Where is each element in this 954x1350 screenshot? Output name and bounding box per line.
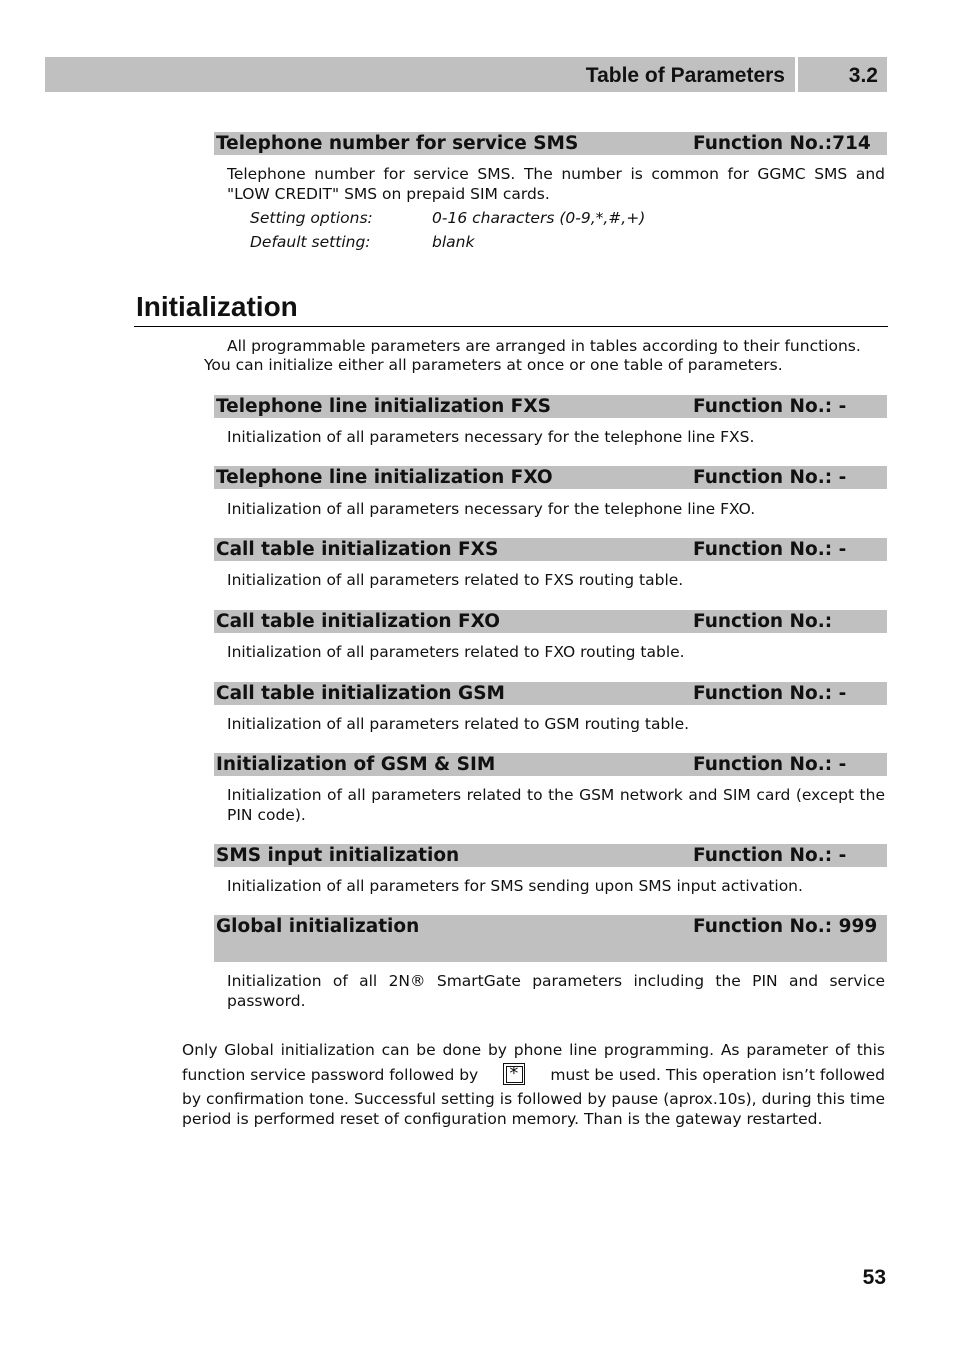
function-bar-call-gsm (214, 682, 887, 705)
function-name: SMS input initialization (216, 845, 460, 866)
header-title: Table of Parameters (585, 64, 785, 87)
function-name: Call table initialization FXO (216, 611, 501, 632)
function-description: Initialization of all parameters related to GSM routing table. (227, 715, 690, 733)
intro-line-1: All programmable parameters are arranged in tables according to their functions. (227, 337, 861, 355)
function-bar-line-fxo (214, 466, 887, 489)
function-name: Call table initialization GSM (216, 683, 505, 704)
function-number: Function No.: 999 (693, 916, 878, 937)
function-bar-gsm-sim (214, 753, 887, 776)
page-number: 53 (862, 1266, 886, 1289)
function-name: Global initialization (216, 916, 420, 937)
star-key-icon (503, 1063, 525, 1085)
function-description: Initialization of all 2N® SmartGate parameters including the PIN and service password. (227, 972, 885, 1010)
function-bar-call-fxs (214, 538, 887, 561)
key-symbol: * (509, 1063, 519, 1084)
default-setting-value: blank (432, 233, 475, 251)
function-name: Initialization of GSM & SIM (216, 754, 496, 775)
function-description: Initialization of all parameters related to the GSM network and SIM card (except the PIN code). (227, 786, 885, 824)
function-bar-global (214, 915, 887, 962)
intro-line-2: You can initialize either all parameters at once or one table of parameters. (204, 356, 783, 374)
function-description: Initialization of all parameters related to FXO routing table. (227, 643, 685, 661)
function-number: Function No.: - (693, 396, 847, 417)
function-name: Telephone line initialization FXO (216, 467, 553, 488)
function-description: Initialization of all parameters necessary for the telephone line FXO. (227, 500, 756, 518)
function-name: Telephone line initialization FXS (216, 396, 551, 417)
setting-options-label: Setting options: (250, 209, 373, 227)
section-number: 3.2 (848, 64, 878, 87)
function-number: Function No.: - (693, 539, 847, 560)
note-line-2-start: function service password followed by (182, 1066, 479, 1084)
section-heading: Initialization (136, 291, 298, 322)
function-number: Function No.: - (693, 467, 847, 488)
function-bar-call-fxo (214, 610, 887, 633)
note-line-2 (182, 1063, 885, 1085)
function-description: Initialization of all parameters related to FXS routing table. (227, 571, 684, 589)
function-number: Function No.: (693, 611, 833, 632)
function-name: Telephone number for service SMS (216, 133, 579, 154)
note-rest: by confirmation tone. Successful setting is followed by pause (aprox.10s), during this time period is performed reset of configuration memory. Than is the gateway restarted. (182, 1090, 885, 1128)
function-number: Function No.: - (693, 683, 847, 704)
default-setting-label: Default setting: (250, 233, 371, 251)
function-bar-service-sms (214, 132, 887, 155)
function-number: Function No.: - (693, 845, 847, 866)
function-description: Initialization of all parameters necessary for the telephone line FXS. (227, 428, 755, 446)
note-line-2-end: must be used. This operation isn’t followed (550, 1066, 885, 1084)
function-name: Call table initialization FXS (216, 539, 499, 560)
setting-options-value: 0-16 characters (0-9,*,#,+) (432, 209, 646, 227)
function-number: Function No.: - (693, 754, 847, 775)
function-description: Telephone number for service SMS. The number is common for GGMC SMS and "LOW CREDIT" SMS on prepaid SIM cards. (227, 165, 885, 203)
function-bar-sms-input (214, 844, 887, 867)
function-description: Initialization of all parameters for SMS sending upon SMS input activation. (227, 877, 803, 895)
function-bar-line-fxs (214, 395, 887, 418)
function-number: Function No.:714 (693, 133, 871, 154)
heading-rule (134, 326, 888, 327)
note-line-1: Only Global initialization can be done by phone line programming. As parameter of this (182, 1041, 885, 1059)
